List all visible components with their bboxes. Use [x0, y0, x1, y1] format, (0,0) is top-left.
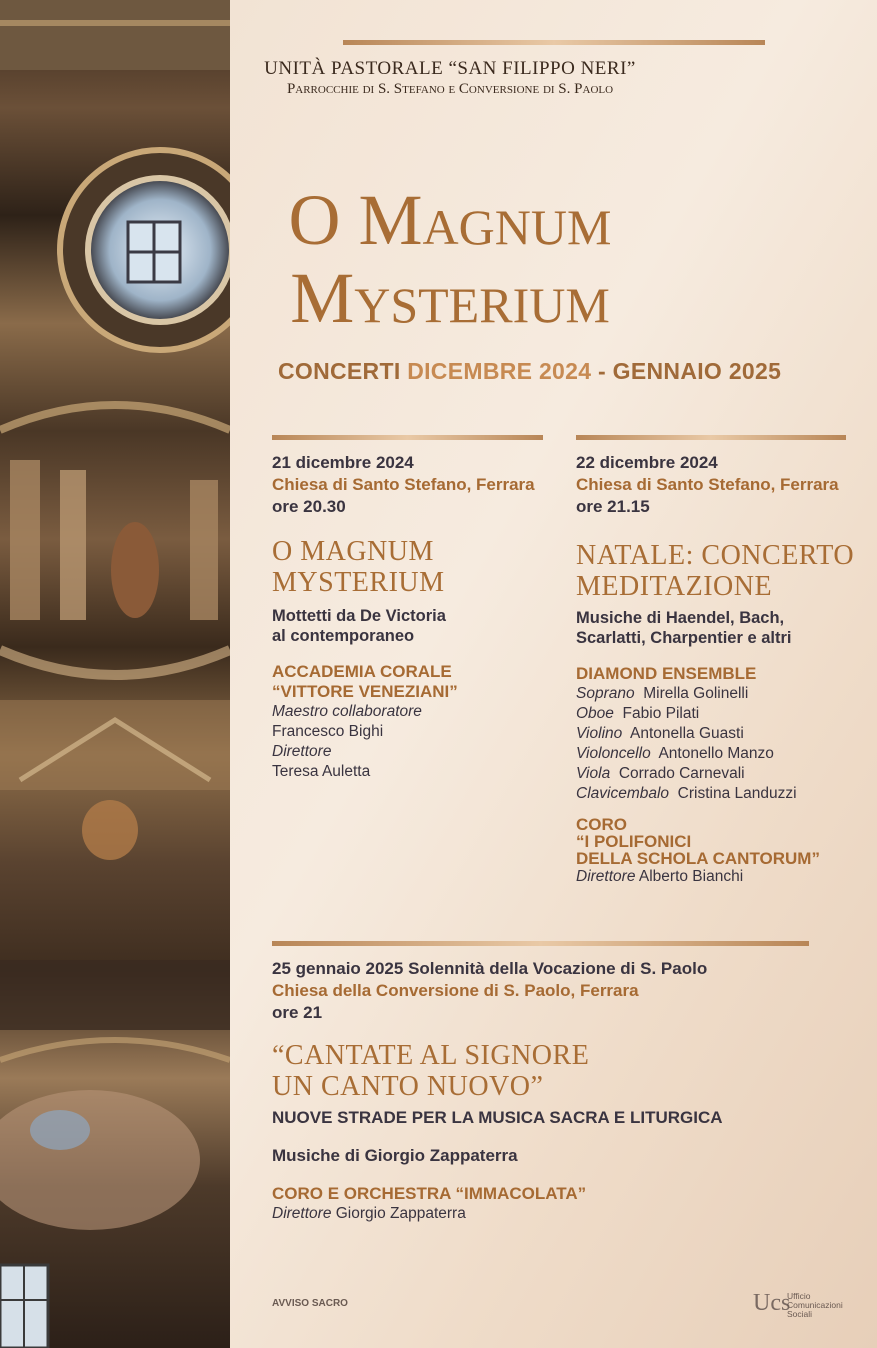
performer-role: Oboe — [576, 705, 614, 722]
performer-role: Viola — [576, 765, 611, 782]
concert1-desc-line2: al contemporaneo — [272, 627, 415, 645]
concert1-role1: Maestro collaboratore — [272, 703, 422, 720]
concert1-time: ore 20.30 — [272, 497, 346, 516]
logo-line3: Sociali — [787, 1309, 813, 1319]
performer-name: Corrado Carnevali — [618, 765, 745, 782]
concert2-title-line2: MEDITAZIONE — [576, 571, 773, 602]
concert3-place: Chiesa della Conversione di S. Paolo, Ferrara — [272, 981, 639, 1000]
concert3-block — [272, 958, 832, 1224]
concert3-name: Giorgio Zappaterra — [335, 1205, 466, 1222]
concert1-desc-line1: Mottetti da De Victoria — [272, 607, 446, 625]
concert3-title-line2: UN CANTO NUOVO” — [272, 1071, 544, 1102]
subtitle-part2: DICEMBRE 2024 — [407, 358, 592, 384]
concert1-ensemble-line1: ACCADEMIA CORALE — [272, 662, 452, 681]
concert3-desc2: Musiche di Giorgio Zappaterra — [272, 1146, 518, 1165]
concert2-time: ore 21.15 — [576, 497, 650, 516]
performer-role: Violino — [576, 725, 623, 742]
performer-row — [576, 744, 866, 764]
choir-name: Alberto Bianchi — [638, 868, 744, 885]
performer-row — [576, 764, 866, 784]
concert1-date: 21 dicembre 2024 — [272, 453, 414, 472]
concert2-title-line1: NATALE: CONCERTO — [576, 540, 855, 571]
concert3-ensemble: CORO E ORCHESTRA “IMMACOLATA” — [272, 1184, 587, 1203]
main-title-line2: Mysterium — [290, 258, 610, 338]
concert2-desc-line1: Musiche di Haendel, Bach, — [576, 609, 785, 627]
performer-role: Violoncello — [576, 745, 651, 762]
concert3-director — [272, 1204, 832, 1224]
concert1-role2: Direttore — [272, 743, 332, 760]
concert2-choir-line2: “I POLIFONICI — [576, 832, 692, 851]
performer-name: Antonello Manzo — [658, 745, 774, 762]
performer-row — [576, 784, 866, 804]
pastoral-unit-name: UNITÀ PASTORALE “SAN FILIPPO NERI” — [264, 58, 636, 79]
church-dome-photo — [0, 0, 230, 1348]
concert2-choir-director — [576, 867, 866, 887]
performer-name: Mirella Golinelli — [643, 685, 749, 702]
subtitle-part1: CONCERTI — [278, 358, 408, 384]
concert2-block — [576, 452, 866, 887]
concert1-name1: Francesco Bighi — [272, 723, 384, 740]
performer-name: Antonella Guasti — [630, 725, 744, 742]
performer-name: Cristina Landuzzi — [677, 785, 797, 802]
concert2-choir-line1: CORO — [576, 815, 627, 834]
dome-illustration — [0, 0, 230, 1348]
concert1-name2: Teresa Auletta — [272, 763, 371, 780]
ucs-logo — [753, 1290, 863, 1322]
concert1-divider — [272, 435, 543, 440]
performer-row — [576, 704, 866, 724]
concert2-choir-line3: DELLA SCHOLA CANTORUM” — [576, 849, 820, 868]
concert2-date: 22 dicembre 2024 — [576, 453, 718, 472]
concert1-ensemble-line2: “VITTORE VENEZIANI” — [272, 682, 458, 701]
concert1-place: Chiesa di Santo Stefano, Ferrara — [272, 475, 535, 494]
concert1-title-line2: MYSTERIUM — [272, 567, 445, 598]
performer-role: Soprano — [576, 685, 635, 702]
concert3-role: Direttore — [272, 1205, 332, 1222]
concert3-date: 25 gennaio 2025 Solennità della Vocazione di S. Paolo — [272, 959, 708, 978]
performer-row — [576, 724, 866, 744]
concert3-divider — [272, 941, 809, 946]
sacred-notice: AVVISO SACRO — [272, 1298, 348, 1309]
logo-line2: Comunicazioni — [787, 1300, 843, 1310]
concert3-title-line1: “CANTATE AL SIGNORE — [272, 1040, 590, 1071]
concert2-ensemble: DIAMOND ENSEMBLE — [576, 664, 757, 683]
performer-role: Clavicembalo — [576, 785, 670, 802]
concert-period — [278, 358, 781, 385]
logo-line1: Ufficio — [787, 1291, 811, 1301]
concert3-time: ore 21 — [272, 1003, 323, 1022]
concert3-desc1: NUOVE STRADE PER LA MUSICA SACRA E LITURGICA — [272, 1108, 723, 1127]
ucs-logo-mark: Ucs — [753, 1290, 791, 1316]
concert2-divider — [576, 435, 846, 440]
parishes-line: Parrocchie di S. Stefano e Conversione di S. Paolo — [286, 81, 614, 97]
subtitle-part3: - GENNAIO 2025 — [591, 358, 782, 384]
concert1-block — [272, 452, 552, 782]
choir-role: Direttore — [576, 868, 636, 885]
ucs-logo-text — [787, 1292, 843, 1319]
performer-row — [576, 684, 866, 704]
concert2-desc-line2: Scarlatti, Charpentier e altri — [576, 629, 792, 647]
performer-name: Fabio Pilati — [622, 705, 700, 722]
top-divider — [343, 40, 765, 45]
main-title-line1: O Magnum — [288, 180, 612, 260]
concert2-place: Chiesa di Santo Stefano, Ferrara — [576, 475, 839, 494]
concert1-title-line1: O MAGNUM — [272, 536, 434, 567]
